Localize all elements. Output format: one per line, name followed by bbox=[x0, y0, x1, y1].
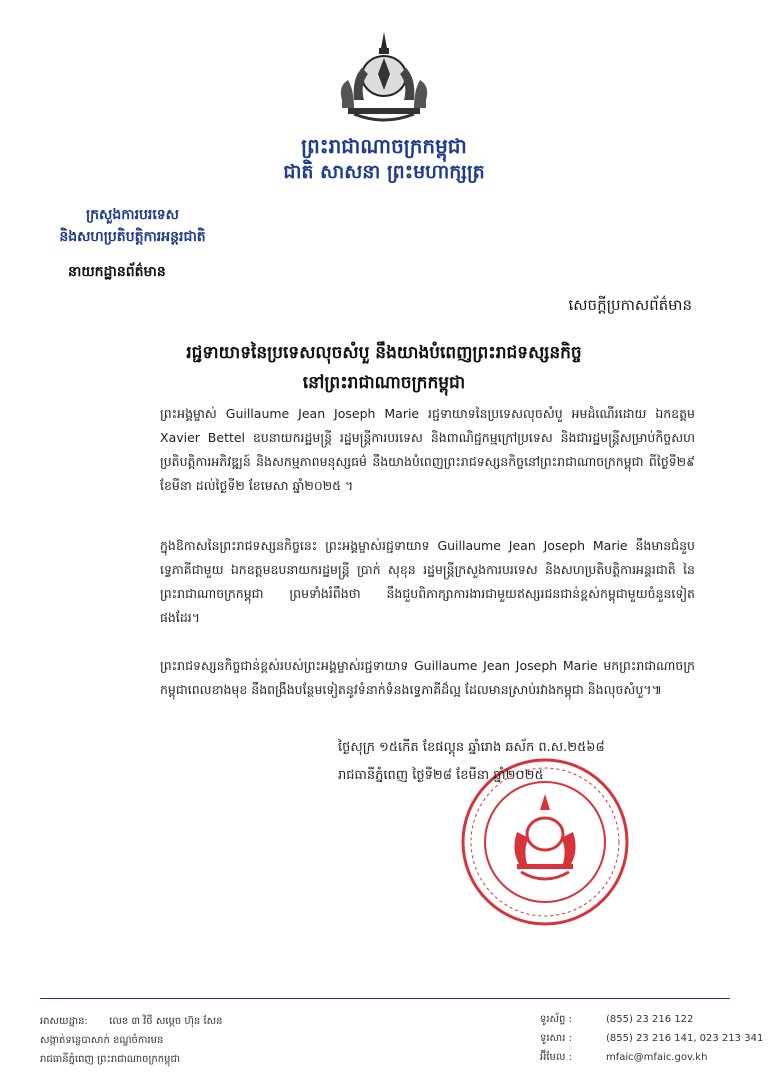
phone-number: (855) 23 216 122 bbox=[606, 1014, 694, 1025]
headline-line-2: នៅព្រះរាជាណាចក្រកម្ពុជា bbox=[302, 373, 466, 393]
press-release-label: សេចក្តីប្រកាសព័ត៌មាន bbox=[568, 296, 692, 314]
lunar-date: ថ្ងៃសុក្រ ១៥កើត ខែផល្គុន ឆ្នាំរោង ឆស័ក ព.ស.២៥៦៨ bbox=[338, 740, 605, 755]
fax-number: (855) 23 216 141, 023 213 341 bbox=[606, 1033, 764, 1044]
fax-label: ទូរសារ : bbox=[540, 1033, 572, 1044]
footer-contacts bbox=[540, 1010, 764, 1067]
headline-line-1: រជ្ជទាយាទនៃប្រទេសលុចសំបួ នឹងយាងបំពេញព្រះរាជទស្សនកិច្ច bbox=[186, 343, 582, 363]
body-paragraph-2: ក្នុងឱកាសនៃព្រះរាជទស្សនកិច្ចនេះ ព្រះអង្គម្ចាស់រជ្ជទាយាទ Guillaume Jean Joseph Marie នឹងមានជំនួបទ្វេភាគីជាមួយ ឯកឧត្តមឧបនាយករដ្ឋមន្ត្រី ប្រាក់ សុខុន រដ្ឋមន្ត្រីក្រសួងការបរទេស និងសហប្រតិបត្តិការអន្តរជាតិ នៃព្រះរាជាណាចក្រកម្ពុជា ព្រមទាំងរំពឹងថា នឹងជួបពិភាក្សាការងារជាមួយឥស្សរជនជាន់ខ្ពស់កម្ពុជាមួយចំនួនទៀត ផងដែរ។ bbox=[160, 538, 695, 625]
email-label: អ៊ីមែល : bbox=[540, 1052, 572, 1063]
ministry-line-2: និងសហប្រតិបត្តិការអន្តរជាតិ bbox=[59, 229, 206, 245]
footer-address bbox=[40, 1012, 370, 1069]
address-label: អាសយដ្ឋាន: bbox=[40, 1016, 88, 1027]
email-address[interactable]: mfaic@mfaic.gov.kh bbox=[606, 1052, 708, 1063]
department-name: នាយកដ្ឋានព័ត៌មាន bbox=[68, 264, 166, 280]
address-line-3: រាជធានីភ្នំពេញ ព្រះរាជាណាចក្រកម្ពុជា bbox=[40, 1054, 180, 1065]
body-paragraph-3: ព្រះរាជទស្សនកិច្ចជាន់ខ្ពស់របស់ព្រះអង្គម្ចាស់រជ្ជទាយាទ Guillaume Jean Joseph Marie មកព្រះរាជាណាចក្រកម្ពុជាពេលខាងមុខ នឹងពង្រឹងបន្ថែមទៀតនូវទំនាក់ទំនងទ្វេភាគីដ៏ល្អ ដែលមានស្រាប់រវាងកម្ពុជា និងលុចសំបួ។៕ bbox=[160, 658, 695, 697]
ministry-name bbox=[40, 204, 225, 248]
address-line-1: លេខ ៣ វិថី សម្តេច ហ៊ុន សែន bbox=[109, 1016, 223, 1027]
footer-divider bbox=[40, 998, 730, 999]
phone-label: ទូរស័ព្ទ : bbox=[540, 1014, 572, 1025]
national-motto: ជាតិ សាសនា ព្រះមហាក្សត្រ bbox=[283, 161, 485, 183]
royal-coat-of-arms bbox=[324, 28, 444, 128]
ministry-line-1: ក្រសួងការបរទេស bbox=[85, 207, 180, 223]
kingdom-name: ព្រះរាជាណាចក្រកម្ពុជា bbox=[301, 134, 467, 158]
body-paragraph-1: ព្រះអង្គម្ចាស់ Guillaume Jean Joseph Marie រជ្ជទាយាទនៃប្រទេសលុចសំបួ អមដំណើរដោយ ឯកឧត្តម Xavier Bettel ឧបនាយករដ្ឋមន្ត្រី រដ្ឋមន្ត្រីការបរទេស និងពាណិជ្ជកម្មក្រៅប្រទេស និងជារដ្ឋមន្ត្រីសម្រាប់កិច្ចសហប្រតិបត្តិការអភិវឌ្ឍន៍ និងសកម្មភាពមនុស្សធម៌ នឹងយាងបំពេញព្រះរាជទស្សនកិច្ចនៅព្រះរាជាណាចក្រកម្ពុជា ពីថ្ងៃទី២៩ ខែមីនា ដល់ថ្ងៃទី២ ខែមេសា ឆ្នាំ២០២៥ ។ bbox=[160, 406, 695, 493]
address-line-2: សង្កាត់ទន្លេបាសាក់ ខណ្ឌចំការមន bbox=[40, 1035, 164, 1046]
date-block bbox=[338, 734, 678, 790]
solar-date: រាជធានីភ្នំពេញ ថ្ងៃទី២៨ ខែមីនា ឆ្នាំ២០២៥ bbox=[338, 768, 544, 783]
